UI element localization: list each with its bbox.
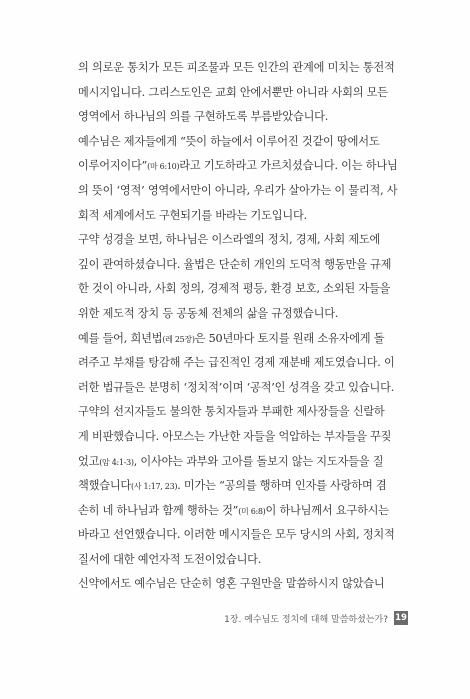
text-segment: 의 뜻이 ‘영적’ 영역에서만이 아니라, 우리가 살아가는 이 물리적, 사 (78, 183, 398, 197)
running-title: 1장. 예수님도 정치에 대해 말씀하셨는가? (224, 614, 388, 625)
text-line (78, 130, 416, 155)
text-segment: 었고 (78, 454, 100, 468)
text-segment: 바라고 선언했습니다. 이러한 메시지들은 모두 당시의 사회, 정치적 (78, 528, 395, 542)
scripture-citation: (마 6:10) (147, 162, 180, 172)
scripture-citation: (암 4:1-3) (99, 457, 134, 467)
text-segment: 게 비판했습니다. 아모스는 가난한 자들을 억압하는 부자들을 꾸짖 (78, 429, 392, 443)
text-segment: 예를 들어, 희년법 (78, 331, 163, 345)
text-segment: 은 50년마다 토지를 원래 소유자에게 돌 (194, 331, 385, 345)
paragraph (78, 56, 416, 130)
text-segment: 위한 제도적 장치 등 공동체 전체의 삶을 규정했습니다. (78, 306, 339, 320)
text-line (78, 400, 416, 425)
text-segment: 깊이 관여하셨습니다. 율법은 단순히 개인의 도덕적 행동만을 규제 (78, 257, 392, 271)
paragraph (78, 572, 416, 597)
text-segment: 라고 기도하라고 가르치셨습니다. 이는 하나님 (179, 159, 398, 173)
text-segment: , 이사야는 과부와 고아를 돌보지 않는 지도자들을 질 (133, 454, 384, 468)
text-line (78, 499, 416, 524)
page-number: 19 (395, 613, 407, 623)
text-segment: 구약 성경을 보면, 하나님은 이스라엘의 정치, 경제, 사회 제도에 (78, 233, 381, 247)
text-line (78, 179, 416, 204)
text-segment: . 미가는 “공의를 행하며 인자를 사랑하며 겸 (177, 479, 387, 493)
text-line (78, 81, 416, 106)
paragraph (78, 400, 416, 572)
text-line (78, 253, 416, 278)
paragraph (78, 130, 416, 228)
scripture-citation: (미 6:8) (238, 506, 266, 516)
text-line (78, 327, 416, 352)
text-line (78, 302, 416, 327)
text-line (78, 228, 416, 253)
text-segment: 질서에 대한 예언자적 도전이었습니다. (78, 552, 262, 566)
text-line (78, 376, 416, 401)
text-line (78, 56, 416, 81)
text-line (78, 548, 416, 573)
text-segment: 메시지입니다. 그리스도인은 교회 안에서뿐만 아니라 사회의 모든 (78, 85, 388, 99)
text-line (78, 523, 416, 548)
text-segment: 예수님은 제자들에게 “뜻이 하늘에서 이루어진 것같이 땅에서도 (78, 134, 380, 148)
text-line (78, 351, 416, 376)
scripture-citation: (사 1:17, 23) (131, 482, 178, 492)
text-line (78, 154, 416, 179)
text-line (78, 425, 416, 450)
page-footer (224, 611, 408, 625)
text-segment: 이루어지이다” (78, 159, 148, 173)
text-line (78, 450, 416, 475)
text-segment: 신약에서도 예수님은 단순히 영혼 구원만을 말씀하시지 않았습니 (78, 577, 385, 591)
paragraph (78, 327, 416, 401)
text-segment: 의 의로운 통치가 모든 피조물과 모든 인간의 관계에 미치는 통전적 (78, 61, 395, 74)
text-line (78, 105, 416, 130)
text-segment: 책했습니다 (78, 479, 132, 493)
scripture-citation: (레 25장) (162, 334, 195, 344)
text-segment: 회적 세계에서도 구현되기를 바라는 기도입니다. (78, 208, 307, 222)
text-segment: 손히 네 하나님과 함께 행하는 것” (78, 503, 239, 517)
text-segment: 러한 법규들은 분명히 ‘정치적’이며 ‘공적’인 성격을 갖고 있습니다. (78, 380, 395, 394)
text-segment: 구약의 선지자들도 불의한 통치자들과 부패한 제사장들을 신랄하 (78, 405, 385, 419)
text-segment: 한 것이 아니라, 사회 정의, 경제적 평등, 환경 보호, 소외된 자들을 (78, 282, 391, 296)
text-segment: 려주고 부채를 탕감해 주는 급진적인 경제 재분배 제도였습니다. 이 (78, 356, 395, 370)
text-line (78, 572, 416, 597)
text-line (78, 277, 416, 302)
text-segment: 이 하나님께서 요구하시는 (265, 503, 389, 517)
body-text (78, 56, 416, 597)
text-line (78, 474, 416, 499)
paragraph (78, 228, 416, 326)
text-line (78, 204, 416, 229)
text-segment: 영역에서 하나님의 의를 구현하도록 부름받았습니다. (78, 110, 329, 124)
